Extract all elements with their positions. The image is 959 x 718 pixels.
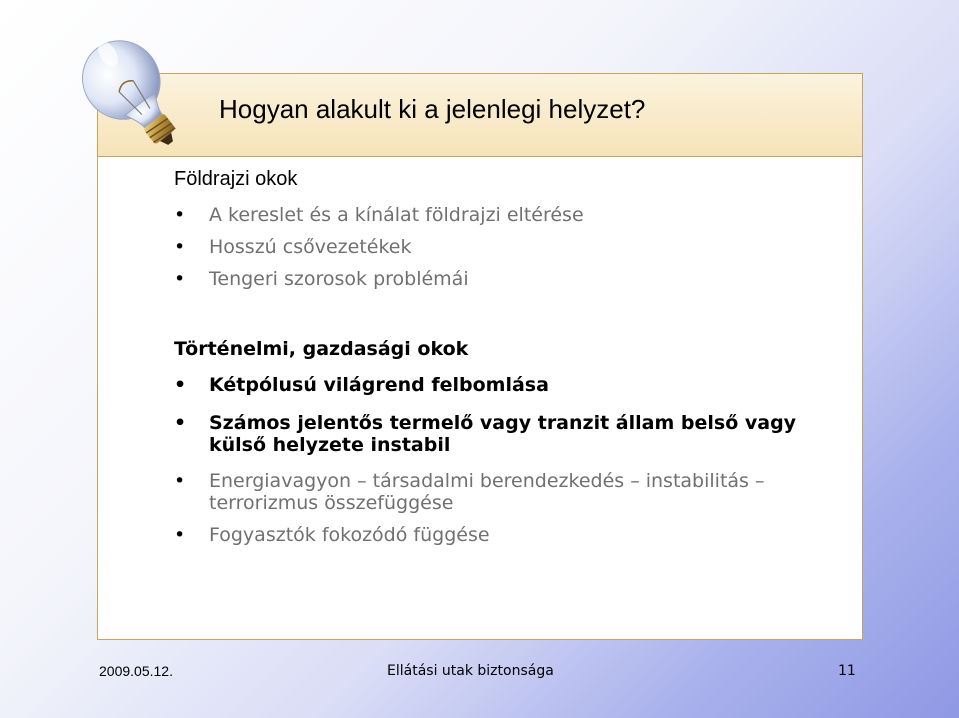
bullet-icon: • (174, 374, 187, 396)
footer-date: 2009.05.12. (99, 663, 173, 679)
bullet-icon: • (174, 236, 186, 258)
bullet-icon: • (174, 412, 187, 434)
light-bulb-icon (62, 24, 204, 166)
footer-title: Ellátási utak biztonsága (387, 663, 554, 679)
section-heading-geographic: Földrajzi okok (174, 168, 298, 190)
bullet-icon: • (174, 470, 186, 492)
bullet-icon: • (174, 268, 186, 290)
bullet-icon: • (174, 524, 186, 546)
section-heading-historical: Történelmi, gazdasági okok (174, 338, 469, 360)
slide-title: Hogyan alakult ki a jelenlegi helyzet? (219, 94, 646, 124)
bullet-icon: • (174, 204, 186, 226)
footer-page-number: 11 (838, 663, 856, 679)
